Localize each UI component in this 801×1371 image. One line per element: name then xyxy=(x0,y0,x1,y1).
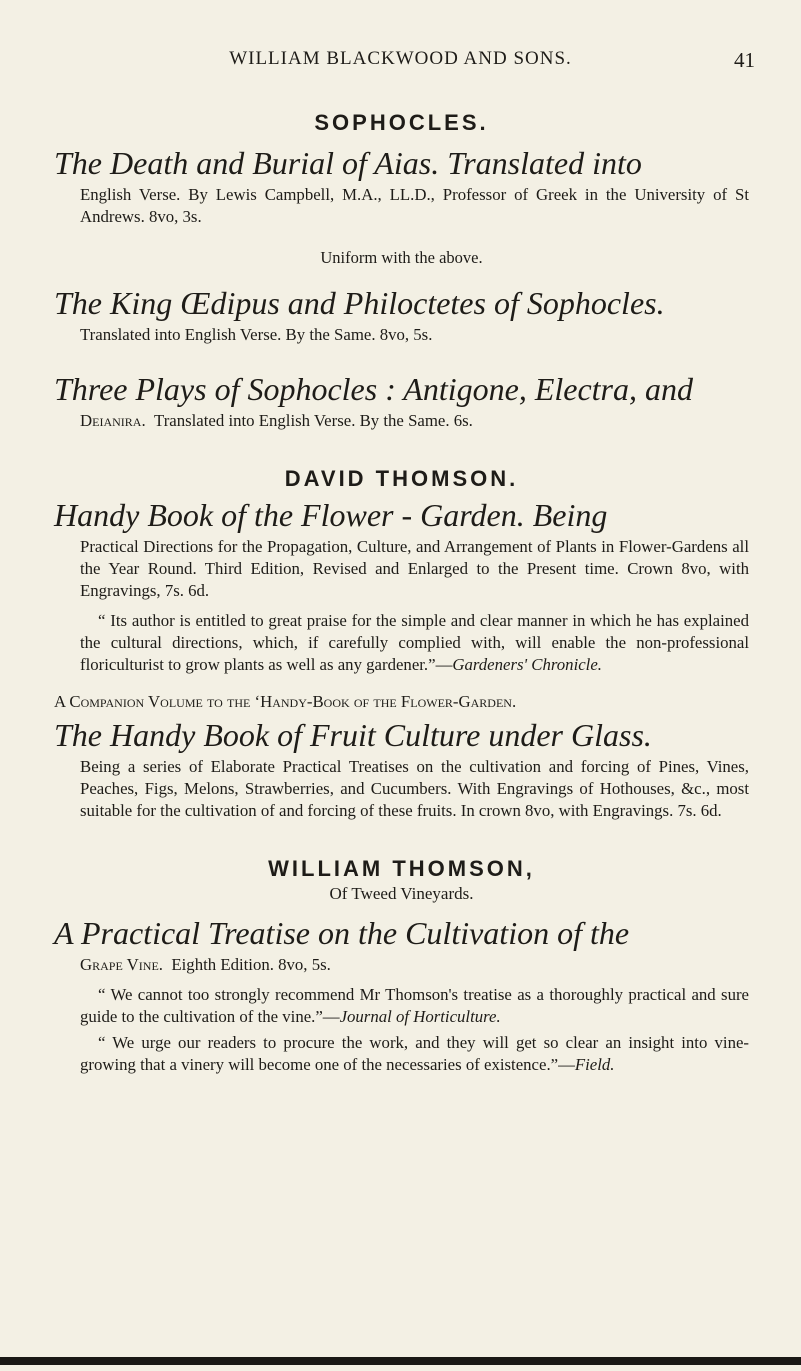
book-title-flower-garden: Handy Book of the Flower - Garden. Being xyxy=(54,497,608,533)
review-quote-text: “ We urge our readers to procure the work, and they will get so clear an insight into vine-growing that a vinery will become one of the necessaries of existence.”— xyxy=(80,1033,749,1074)
book-desc-grape-vine xyxy=(54,954,749,976)
book-title-oedipus: The King Œdipus and Philoctetes of Sophocles. xyxy=(54,285,665,321)
review-quote-text: “ Its author is entitled to great praise for the simple and clear manner in which he has explained the cultural directions, which, if carefully complied with, will enable the non-professional floriculturist to grow plants as well as any gardener.”— xyxy=(80,611,749,674)
review-quote-horticulture xyxy=(54,984,749,1028)
book-desc-fruit-culture: Being a series of Elaborate Practical Treatises on the cultivation and forcing of Pines, Vines, Peaches, Figs, Melons, Strawberries, and Cucumbers. With Engravings of Hothouses, &c., most suitable for the cultivation of and forcing of these fruits. In crown 8vo, with Engravings. 7s. 6d. xyxy=(80,757,749,820)
publisher-header: WILLIAM BLACKWOOD AND SONS. xyxy=(229,48,572,69)
uniform-note: Uniform with the above. xyxy=(320,248,483,267)
page-number: 41 xyxy=(734,48,755,72)
book-title-three-plays: Three Plays of Sophocles : Antigone, Electra, and xyxy=(54,371,693,407)
author-heading-david-thomson: DAVID THOMSON. xyxy=(284,466,519,491)
book-desc-flower-garden: Practical Directions for the Propagation, Culture, and Arrangement of Plants in Flower-Gardens all the Year Round. Third Edition, Revised and Enlarged to the Present time. Crown 8vo, with Engravings, 7s. 6d. xyxy=(80,537,749,600)
catalogue-content xyxy=(54,110,749,1076)
review-quote-source: Journal of Horticulture. xyxy=(339,1007,501,1026)
book-title-grape-vine: A Practical Treatise on the Cultivation of the xyxy=(54,915,630,951)
author-heading-sophocles: SOPHOCLES. xyxy=(314,110,489,135)
book-desc-aias: English Verse. By Lewis Campbell, M.A., LL.D., Professor of Greek in the University of St Andrews. 8vo, 3s. xyxy=(80,185,749,226)
book-desc-three-plays-text: Translated into English Verse. By the Same. 6s. xyxy=(154,411,473,430)
book-desc-oedipus: Translated into English Verse. By the Same. 8vo, 5s. xyxy=(80,325,433,344)
small-caps-deianira: Deianira. xyxy=(80,411,146,430)
book-desc-grape-vine-text: Eighth Edition. 8vo, 5s. xyxy=(171,955,331,974)
review-quote-text: “ We cannot too strongly recommend Mr Thomson's treatise as a thoroughly practical and sure guide to the cultivation of the vine.”— xyxy=(80,985,749,1026)
review-quote-source: Field. xyxy=(574,1055,615,1074)
running-head xyxy=(40,48,761,76)
review-quote-field xyxy=(54,1032,749,1076)
book-title-fruit-culture: The Handy Book of Fruit Culture under Glass. xyxy=(54,717,652,753)
review-quote-flower-garden xyxy=(54,610,749,676)
author-heading-william-thomson: WILLIAM THOMSON, xyxy=(268,856,535,881)
book-title-aias: The Death and Burial of Aias. Translated into xyxy=(54,145,642,181)
author-subtitle: Of Tweed Vineyards. xyxy=(329,884,474,903)
book-desc-three-plays xyxy=(54,410,749,432)
bottom-edge-rule xyxy=(0,1357,801,1365)
review-quote-source: Gardeners' Chronicle. xyxy=(452,655,602,674)
small-caps-grape-vine: Grape Vine. xyxy=(80,955,163,974)
companion-volume-note: A Companion Volume to the ‘Handy-Book of the Flower-Garden. xyxy=(54,692,517,711)
